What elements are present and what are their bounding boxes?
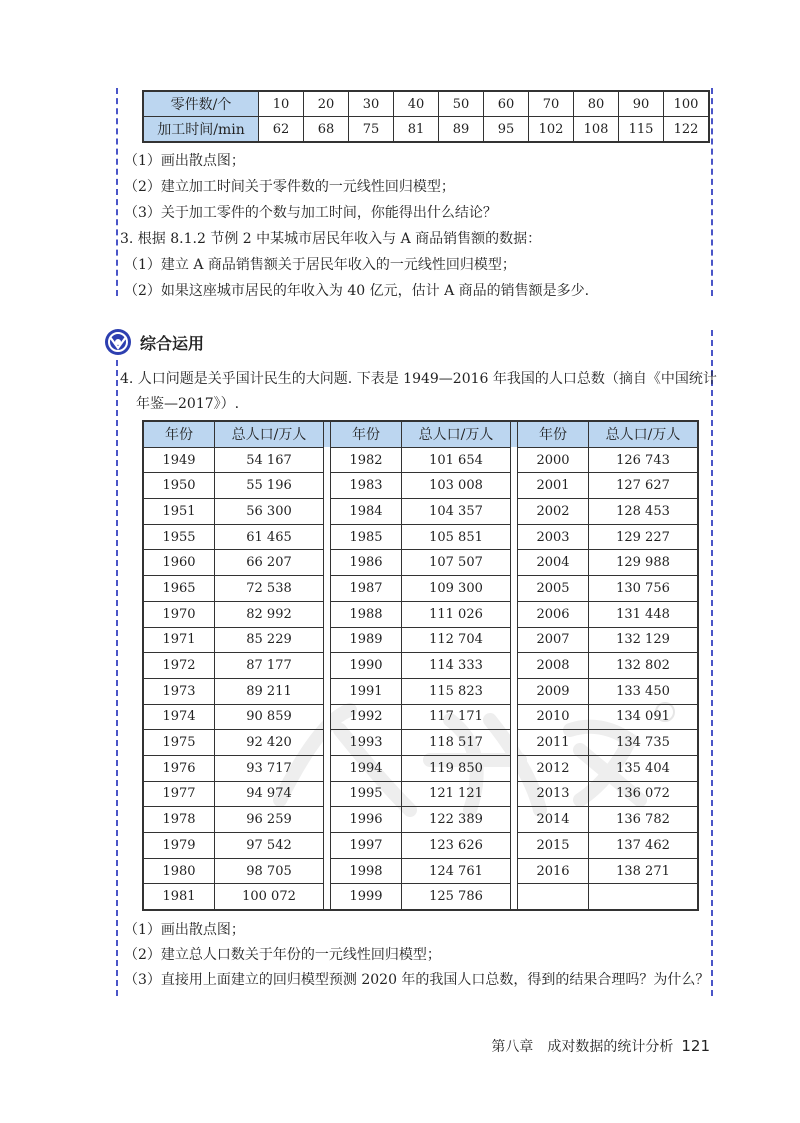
population-cell: 123 626 xyxy=(402,833,511,859)
year-cell: 1980 xyxy=(143,858,215,884)
year-cell xyxy=(518,884,589,910)
table-cell: 62 xyxy=(259,117,304,143)
population-cell: 56 300 xyxy=(215,499,324,525)
population-cell: 117 171 xyxy=(402,704,511,730)
year-cell: 2011 xyxy=(518,730,589,756)
year-cell: 2016 xyxy=(518,858,589,884)
column-gap xyxy=(511,781,518,807)
table-header-row xyxy=(143,421,698,447)
table-cell: 81 xyxy=(394,117,439,143)
page-number: 121 xyxy=(681,1037,710,1055)
population-cell: 121 121 xyxy=(402,781,511,807)
header-population: 总人口/万人 xyxy=(402,421,511,447)
table-cell: 100 xyxy=(664,91,710,117)
population-cell: 85 229 xyxy=(215,627,324,653)
header-population: 总人口/万人 xyxy=(215,421,324,447)
table-cell: 115 xyxy=(619,117,664,143)
population-cell: 107 507 xyxy=(402,550,511,576)
year-cell: 1995 xyxy=(331,781,402,807)
column-gap xyxy=(324,858,331,884)
year-cell: 1960 xyxy=(143,550,215,576)
table-cell: 102 xyxy=(529,117,574,143)
year-cell: 1982 xyxy=(331,447,402,473)
table-cell: 108 xyxy=(574,117,619,143)
column-gap xyxy=(324,653,331,679)
year-cell: 1965 xyxy=(143,576,215,602)
table-cell: 70 xyxy=(529,91,574,117)
year-cell: 1983 xyxy=(331,473,402,499)
table-row xyxy=(143,473,698,499)
population-cell: 97 542 xyxy=(215,833,324,859)
q3-item-2: （2）如果这座城市居民的年收入为 40 亿元，估计 A 商品的销售额是多少. xyxy=(124,283,590,299)
population-cell: 104 357 xyxy=(402,499,511,525)
column-gap xyxy=(511,576,518,602)
year-cell: 2002 xyxy=(518,499,589,525)
column-gap xyxy=(511,499,518,525)
q4-stem-line2: 年鉴—2017》）. xyxy=(136,396,240,412)
year-cell: 1950 xyxy=(143,473,215,499)
population-cell: 131 448 xyxy=(589,601,699,627)
population-cell: 136 072 xyxy=(589,781,699,807)
parts-time-table xyxy=(142,90,710,143)
year-cell: 1981 xyxy=(143,884,215,910)
q3-stem: 3. 根据 8.1.2 节例 2 中某城市居民年收入与 A 商品销售额的数据： xyxy=(120,231,542,247)
column-gap xyxy=(511,421,518,447)
column-gap xyxy=(324,601,331,627)
column-gap xyxy=(324,884,331,910)
population-cell: 115 823 xyxy=(402,678,511,704)
year-cell: 2004 xyxy=(518,550,589,576)
page-footer xyxy=(491,1036,710,1056)
chapter-title: 第八章 成对数据的统计分析 xyxy=(491,1039,674,1055)
table-cell: 68 xyxy=(304,117,349,143)
column-gap xyxy=(324,807,331,833)
population-cell: 94 974 xyxy=(215,781,324,807)
population-cell: 128 453 xyxy=(589,499,699,525)
table-row xyxy=(143,447,698,473)
table-cell: 80 xyxy=(574,91,619,117)
row-header-parts: 零件数/个 xyxy=(143,91,259,117)
column-gap xyxy=(324,755,331,781)
q2-item-1: （1）画出散点图； xyxy=(124,153,245,169)
year-cell: 1988 xyxy=(331,601,402,627)
column-gap xyxy=(324,781,331,807)
year-cell: 1985 xyxy=(331,524,402,550)
right-margin-rule-bottom xyxy=(711,330,713,996)
year-cell: 2014 xyxy=(518,807,589,833)
q2-item-3: （3）关于加工零件的个数与加工时间，你能得出什么结论？ xyxy=(124,205,497,221)
right-margin-rule-top xyxy=(711,88,713,296)
table-cell: 10 xyxy=(259,91,304,117)
year-cell: 2010 xyxy=(518,704,589,730)
year-cell: 1990 xyxy=(331,653,402,679)
year-cell: 1999 xyxy=(331,884,402,910)
population-cell: 105 851 xyxy=(402,524,511,550)
column-gap xyxy=(511,473,518,499)
table-row xyxy=(143,524,698,550)
year-cell: 1951 xyxy=(143,499,215,525)
population-cell: 112 704 xyxy=(402,627,511,653)
year-cell: 1984 xyxy=(331,499,402,525)
population-cell: 100 072 xyxy=(215,884,324,910)
year-cell: 1977 xyxy=(143,781,215,807)
year-cell: 1997 xyxy=(331,833,402,859)
column-gap xyxy=(324,576,331,602)
table-cell: 50 xyxy=(439,91,484,117)
population-cell: 129 227 xyxy=(589,524,699,550)
population-cell: 138 271 xyxy=(589,858,699,884)
population-cell: 54 167 xyxy=(215,447,324,473)
target-rings-icon xyxy=(104,328,132,356)
population-table xyxy=(142,420,699,911)
column-gap xyxy=(511,447,518,473)
population-cell: 87 177 xyxy=(215,653,324,679)
column-gap xyxy=(511,884,518,910)
header-year: 年份 xyxy=(331,421,402,447)
population-cell: 55 196 xyxy=(215,473,324,499)
column-gap xyxy=(324,704,331,730)
population-cell: 132 802 xyxy=(589,653,699,679)
population-cell: 124 761 xyxy=(402,858,511,884)
year-cell: 1979 xyxy=(143,833,215,859)
table-row xyxy=(143,781,698,807)
population-cell: 92 420 xyxy=(215,730,324,756)
q3-item-1: （1）建立 A 商品销售额关于居民年收入的一元线性回归模型； xyxy=(124,257,516,273)
year-cell: 2001 xyxy=(518,473,589,499)
column-gap xyxy=(511,858,518,884)
population-cell: 82 992 xyxy=(215,601,324,627)
left-margin-rule-top xyxy=(116,88,118,296)
year-cell: 1975 xyxy=(143,730,215,756)
year-cell: 1976 xyxy=(143,755,215,781)
table-cell: 30 xyxy=(349,91,394,117)
population-cell: 132 129 xyxy=(589,627,699,653)
population-cell: 134 735 xyxy=(589,730,699,756)
year-cell: 2012 xyxy=(518,755,589,781)
year-cell: 2005 xyxy=(518,576,589,602)
population-cell: 127 627 xyxy=(589,473,699,499)
column-gap xyxy=(324,678,331,704)
table-row xyxy=(143,730,698,756)
column-gap xyxy=(511,833,518,859)
table-row xyxy=(143,858,698,884)
table-row xyxy=(143,755,698,781)
table-cell: 40 xyxy=(394,91,439,117)
table-cell: 95 xyxy=(484,117,529,143)
population-cell: 93 717 xyxy=(215,755,324,781)
column-gap xyxy=(324,730,331,756)
q4-item-3: （3）直接用上面建立的回归模型预测 2020 年的我国人口总数，得到的结果合理吗？为什么？ xyxy=(124,972,710,988)
population-cell: 137 462 xyxy=(589,833,699,859)
table-row xyxy=(143,117,709,143)
table-row xyxy=(143,884,698,910)
table-row xyxy=(143,91,709,117)
table-row xyxy=(143,576,698,602)
table-row xyxy=(143,678,698,704)
population-cell: 98 705 xyxy=(215,858,324,884)
year-cell: 2007 xyxy=(518,627,589,653)
table-row xyxy=(143,653,698,679)
table-cell: 90 xyxy=(619,91,664,117)
year-cell: 1970 xyxy=(143,601,215,627)
column-gap xyxy=(511,550,518,576)
column-gap xyxy=(511,524,518,550)
table-cell: 60 xyxy=(484,91,529,117)
year-cell: 1971 xyxy=(143,627,215,653)
year-cell: 1986 xyxy=(331,550,402,576)
column-gap xyxy=(511,627,518,653)
column-gap xyxy=(324,499,331,525)
table-row xyxy=(143,704,698,730)
year-cell: 1949 xyxy=(143,447,215,473)
year-cell: 1992 xyxy=(331,704,402,730)
column-gap xyxy=(324,447,331,473)
column-gap xyxy=(511,730,518,756)
year-cell: 1994 xyxy=(331,755,402,781)
year-cell: 1973 xyxy=(143,678,215,704)
header-year: 年份 xyxy=(143,421,215,447)
population-cell: 136 782 xyxy=(589,807,699,833)
population-cell: 122 389 xyxy=(402,807,511,833)
population-cell: 126 743 xyxy=(589,447,699,473)
population-cell: 109 300 xyxy=(402,576,511,602)
table-row xyxy=(143,601,698,627)
year-cell: 1991 xyxy=(331,678,402,704)
population-cell: 114 333 xyxy=(402,653,511,679)
section-header xyxy=(104,328,204,356)
population-cell: 90 859 xyxy=(215,704,324,730)
population-cell: 72 538 xyxy=(215,576,324,602)
year-cell: 1998 xyxy=(331,858,402,884)
q2-item-2: （2）建立加工时间关于零件数的一元线性回归模型； xyxy=(124,179,455,195)
year-cell: 2013 xyxy=(518,781,589,807)
column-gap xyxy=(511,807,518,833)
column-gap xyxy=(511,704,518,730)
population-cell: 125 786 xyxy=(402,884,511,910)
column-gap xyxy=(511,601,518,627)
year-cell: 2009 xyxy=(518,678,589,704)
population-cell: 103 008 xyxy=(402,473,511,499)
population-cell: 89 211 xyxy=(215,678,324,704)
population-cell: 96 259 xyxy=(215,807,324,833)
header-population: 总人口/万人 xyxy=(589,421,699,447)
year-cell: 1996 xyxy=(331,807,402,833)
section-title: 综合运用 xyxy=(140,333,205,353)
population-cell: 101 654 xyxy=(402,447,511,473)
table-row xyxy=(143,807,698,833)
year-cell: 2008 xyxy=(518,653,589,679)
year-cell: 1955 xyxy=(143,524,215,550)
table-cell: 75 xyxy=(349,117,394,143)
column-gap xyxy=(324,627,331,653)
q4-stem-line1: 4. 人口问题是关乎国计民生的大问题. 下表是 1949—2016 年我国的人口总数（摘自《中国统计 xyxy=(120,371,717,387)
year-cell: 2006 xyxy=(518,601,589,627)
year-cell: 1978 xyxy=(143,807,215,833)
population-cell: 133 450 xyxy=(589,678,699,704)
table-row xyxy=(143,627,698,653)
header-year: 年份 xyxy=(518,421,589,447)
population-cell: 129 988 xyxy=(589,550,699,576)
year-cell: 2015 xyxy=(518,833,589,859)
population-cell: 61 465 xyxy=(215,524,324,550)
year-cell: 1989 xyxy=(331,627,402,653)
column-gap xyxy=(324,473,331,499)
row-header-time: 加工时间/min xyxy=(143,117,259,143)
q4-item-2: （2）建立总人口数关于年份的一元线性回归模型； xyxy=(124,947,441,963)
table-cell: 89 xyxy=(439,117,484,143)
population-cell: 111 026 xyxy=(402,601,511,627)
table-row xyxy=(143,550,698,576)
column-gap xyxy=(324,550,331,576)
table-row xyxy=(143,499,698,525)
year-cell: 1974 xyxy=(143,704,215,730)
population-cell: 134 091 xyxy=(589,704,699,730)
population-cell: 66 207 xyxy=(215,550,324,576)
population-cell: 119 850 xyxy=(402,755,511,781)
year-cell: 2003 xyxy=(518,524,589,550)
population-cell xyxy=(589,884,699,910)
year-cell: 1993 xyxy=(331,730,402,756)
population-cell: 130 756 xyxy=(589,576,699,602)
column-gap xyxy=(511,755,518,781)
column-gap xyxy=(511,653,518,679)
population-cell: 118 517 xyxy=(402,730,511,756)
table-cell: 20 xyxy=(304,91,349,117)
year-cell: 2000 xyxy=(518,447,589,473)
column-gap xyxy=(324,833,331,859)
table-row xyxy=(143,833,698,859)
q4-item-1: （1）画出散点图； xyxy=(124,922,245,938)
column-gap xyxy=(324,524,331,550)
population-cell: 135 404 xyxy=(589,755,699,781)
column-gap xyxy=(324,421,331,447)
table-cell: 122 xyxy=(664,117,710,143)
year-cell: 1972 xyxy=(143,653,215,679)
column-gap xyxy=(511,678,518,704)
left-margin-rule-bottom xyxy=(116,360,118,996)
year-cell: 1987 xyxy=(331,576,402,602)
